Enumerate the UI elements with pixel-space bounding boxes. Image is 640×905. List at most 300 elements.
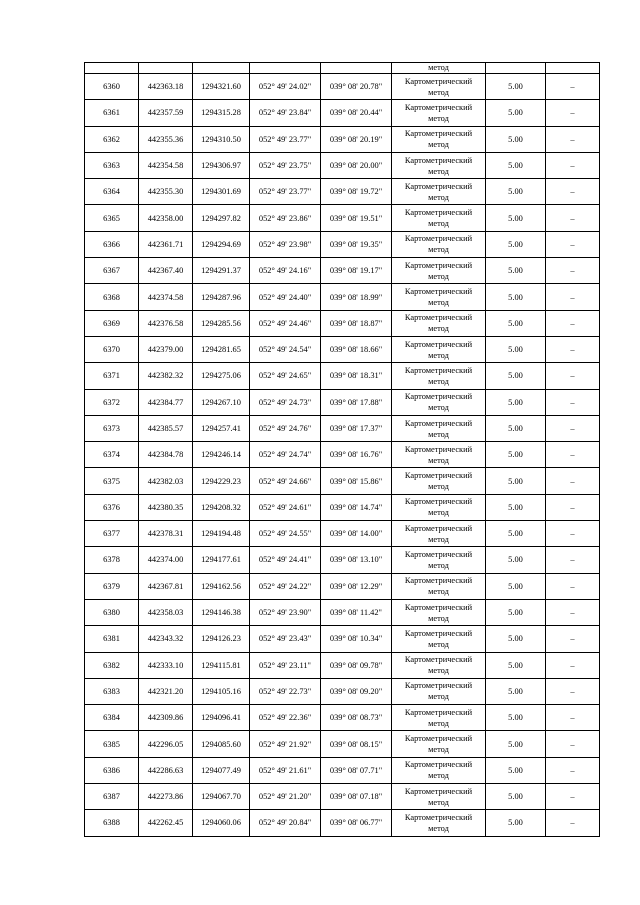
y-coordinate-cell: 1294077.49 bbox=[193, 757, 250, 783]
longitude-cell: 039° 08' 17.37" bbox=[321, 415, 392, 441]
point-number-cell: 6380 bbox=[85, 599, 139, 625]
longitude-cell: 039° 08' 12.29" bbox=[321, 573, 392, 599]
method-cell bbox=[392, 205, 486, 231]
method-line-1: Картометрический bbox=[404, 208, 473, 218]
latitude-cell: 052° 49' 23.98" bbox=[250, 231, 321, 257]
y-coordinate-cell: 1294297.82 bbox=[193, 205, 250, 231]
table-cell bbox=[546, 63, 600, 74]
x-coordinate-cell: 442262.45 bbox=[139, 810, 193, 836]
method-cell bbox=[392, 363, 486, 389]
method-line-1: Картометрический bbox=[404, 734, 473, 744]
method-line-1: Картометрический bbox=[404, 76, 473, 86]
longitude-cell: 039° 08' 13.10" bbox=[321, 547, 392, 573]
coordinates-table-body bbox=[85, 63, 600, 837]
table-row bbox=[85, 74, 600, 100]
method-line-1: Картометрический bbox=[404, 260, 473, 270]
method-cell bbox=[392, 599, 486, 625]
latitude-cell: 052° 49' 23.43" bbox=[250, 626, 321, 652]
point-number-cell: 6376 bbox=[85, 494, 139, 520]
method-cell bbox=[392, 415, 486, 441]
coordinates-table bbox=[84, 62, 600, 837]
description-cell: – bbox=[546, 547, 600, 573]
method-line-1: Картометрический bbox=[404, 129, 473, 139]
x-coordinate-cell: 442333.10 bbox=[139, 652, 193, 678]
y-coordinate-cell: 1294285.56 bbox=[193, 310, 250, 336]
method-line-1: Картометрический bbox=[404, 102, 473, 112]
accuracy-cell: 5.00 bbox=[486, 100, 546, 126]
longitude-cell: 039° 08' 10.34" bbox=[321, 626, 392, 652]
table-row bbox=[85, 468, 600, 494]
method-line-1: Картометрический bbox=[404, 234, 473, 244]
y-coordinate-cell: 1294126.23 bbox=[193, 626, 250, 652]
longitude-cell: 039° 08' 18.66" bbox=[321, 336, 392, 362]
table-row bbox=[85, 231, 600, 257]
table-row bbox=[85, 284, 600, 310]
accuracy-cell: 5.00 bbox=[486, 731, 546, 757]
y-coordinate-cell: 1294067.70 bbox=[193, 784, 250, 810]
point-number-cell: 6360 bbox=[85, 74, 139, 100]
latitude-cell: 052° 49' 23.11" bbox=[250, 652, 321, 678]
point-number-cell: 6367 bbox=[85, 258, 139, 284]
method-cell bbox=[392, 731, 486, 757]
table-row bbox=[85, 179, 600, 205]
method-cell-tail: метод bbox=[392, 63, 486, 74]
method-line-2: метод bbox=[428, 140, 449, 150]
x-coordinate-cell: 442358.03 bbox=[139, 599, 193, 625]
latitude-cell: 052° 49' 24.61" bbox=[250, 494, 321, 520]
point-number-cell: 6372 bbox=[85, 389, 139, 415]
method-line-2: метод bbox=[428, 166, 449, 176]
point-number-cell: 6363 bbox=[85, 152, 139, 178]
method-cell bbox=[392, 179, 486, 205]
method-line-1: Картометрический bbox=[404, 181, 473, 191]
longitude-cell: 039° 08' 17.88" bbox=[321, 389, 392, 415]
point-number-cell: 6374 bbox=[85, 442, 139, 468]
method-line-1: Картометрический bbox=[404, 418, 473, 428]
method-line-1: Картометрический bbox=[404, 602, 473, 612]
description-cell: – bbox=[546, 678, 600, 704]
longitude-cell: 039° 08' 11.42" bbox=[321, 599, 392, 625]
latitude-cell: 052° 49' 24.16" bbox=[250, 258, 321, 284]
method-cell bbox=[392, 442, 486, 468]
accuracy-cell: 5.00 bbox=[486, 152, 546, 178]
y-coordinate-cell: 1294229.23 bbox=[193, 468, 250, 494]
method-line-2: метод bbox=[428, 455, 449, 465]
description-cell: – bbox=[546, 336, 600, 362]
point-number-cell: 6364 bbox=[85, 179, 139, 205]
y-coordinate-cell: 1294275.06 bbox=[193, 363, 250, 389]
method-line-2: метод bbox=[428, 429, 449, 439]
method-cell bbox=[392, 284, 486, 310]
point-number-cell: 6381 bbox=[85, 626, 139, 652]
accuracy-cell: 5.00 bbox=[486, 757, 546, 783]
x-coordinate-cell: 442355.30 bbox=[139, 179, 193, 205]
point-number-cell: 6362 bbox=[85, 126, 139, 152]
x-coordinate-cell: 442363.18 bbox=[139, 74, 193, 100]
y-coordinate-cell: 1294306.97 bbox=[193, 152, 250, 178]
accuracy-cell: 5.00 bbox=[486, 626, 546, 652]
x-coordinate-cell: 442382.03 bbox=[139, 468, 193, 494]
table-cell bbox=[139, 63, 193, 74]
method-cell bbox=[392, 757, 486, 783]
table-row bbox=[85, 810, 600, 836]
table-row bbox=[85, 599, 600, 625]
method-line-1: Картометрический bbox=[404, 365, 473, 375]
accuracy-cell: 5.00 bbox=[486, 284, 546, 310]
description-cell: – bbox=[546, 389, 600, 415]
y-coordinate-cell: 1294281.65 bbox=[193, 336, 250, 362]
x-coordinate-cell: 442385.57 bbox=[139, 415, 193, 441]
accuracy-cell: 5.00 bbox=[486, 126, 546, 152]
longitude-cell: 039° 08' 14.74" bbox=[321, 494, 392, 520]
method-line-1: Картометрический bbox=[404, 287, 473, 297]
point-number-cell: 6368 bbox=[85, 284, 139, 310]
point-number-cell: 6384 bbox=[85, 705, 139, 731]
method-cell bbox=[392, 100, 486, 126]
description-cell: – bbox=[546, 521, 600, 547]
method-line-2: метод bbox=[428, 823, 449, 833]
y-coordinate-cell: 1294096.41 bbox=[193, 705, 250, 731]
method-line-1: Картометрический bbox=[404, 576, 473, 586]
table-row bbox=[85, 731, 600, 757]
method-cell bbox=[392, 547, 486, 573]
method-line-2: метод bbox=[428, 797, 449, 807]
y-coordinate-cell: 1294105.16 bbox=[193, 678, 250, 704]
point-number-cell: 6361 bbox=[85, 100, 139, 126]
description-cell: – bbox=[546, 757, 600, 783]
table-row bbox=[85, 205, 600, 231]
latitude-cell: 052° 49' 23.77" bbox=[250, 179, 321, 205]
accuracy-cell: 5.00 bbox=[486, 599, 546, 625]
point-number-cell: 6385 bbox=[85, 731, 139, 757]
longitude-cell: 039° 08' 07.71" bbox=[321, 757, 392, 783]
latitude-cell: 052° 49' 20.84" bbox=[250, 810, 321, 836]
method-cell bbox=[392, 152, 486, 178]
y-coordinate-cell: 1294194.48 bbox=[193, 521, 250, 547]
y-coordinate-cell: 1294294.69 bbox=[193, 231, 250, 257]
accuracy-cell: 5.00 bbox=[486, 547, 546, 573]
y-coordinate-cell: 1294315.28 bbox=[193, 100, 250, 126]
accuracy-cell: 5.00 bbox=[486, 442, 546, 468]
description-cell: – bbox=[546, 626, 600, 652]
method-line-1: Картометрический bbox=[404, 313, 473, 323]
x-coordinate-cell: 442367.81 bbox=[139, 573, 193, 599]
x-coordinate-cell: 442376.58 bbox=[139, 310, 193, 336]
x-coordinate-cell: 442286.63 bbox=[139, 757, 193, 783]
method-line-2: метод bbox=[428, 508, 449, 518]
point-number-cell: 6371 bbox=[85, 363, 139, 389]
accuracy-cell: 5.00 bbox=[486, 652, 546, 678]
method-line-2: метод bbox=[428, 666, 449, 676]
table-row bbox=[85, 258, 600, 284]
method-cell bbox=[392, 678, 486, 704]
x-coordinate-cell: 442321.20 bbox=[139, 678, 193, 704]
description-cell: – bbox=[546, 784, 600, 810]
longitude-cell: 039° 08' 08.15" bbox=[321, 731, 392, 757]
point-number-cell: 6387 bbox=[85, 784, 139, 810]
method-line-2: метод bbox=[428, 639, 449, 649]
table-cell bbox=[321, 63, 392, 74]
point-number-cell: 6366 bbox=[85, 231, 139, 257]
y-coordinate-cell: 1294162.56 bbox=[193, 573, 250, 599]
x-coordinate-cell: 442273.86 bbox=[139, 784, 193, 810]
longitude-cell: 039° 08' 08.73" bbox=[321, 705, 392, 731]
method-line-1: Картометрический bbox=[404, 707, 473, 717]
method-cell bbox=[392, 231, 486, 257]
y-coordinate-cell: 1294287.96 bbox=[193, 284, 250, 310]
method-line-2: метод bbox=[428, 718, 449, 728]
longitude-cell: 039° 08' 19.51" bbox=[321, 205, 392, 231]
table-row bbox=[85, 126, 600, 152]
method-line-1: Картометрический bbox=[404, 471, 473, 481]
table-row bbox=[85, 336, 600, 362]
table-row bbox=[85, 626, 600, 652]
description-cell: – bbox=[546, 573, 600, 599]
method-cell bbox=[392, 573, 486, 599]
method-line-2: метод bbox=[428, 560, 449, 570]
description-cell: – bbox=[546, 810, 600, 836]
longitude-cell: 039° 08' 20.19" bbox=[321, 126, 392, 152]
method-line-2: метод bbox=[428, 298, 449, 308]
point-number-cell: 6379 bbox=[85, 573, 139, 599]
latitude-cell: 052° 49' 24.54" bbox=[250, 336, 321, 362]
table-cell bbox=[85, 63, 139, 74]
method-cell bbox=[392, 389, 486, 415]
longitude-cell: 039° 08' 16.76" bbox=[321, 442, 392, 468]
method-line-1: Картометрический bbox=[404, 655, 473, 665]
table-row bbox=[85, 442, 600, 468]
description-cell: – bbox=[546, 442, 600, 468]
point-number-cell: 6378 bbox=[85, 547, 139, 573]
latitude-cell: 052° 49' 23.75" bbox=[250, 152, 321, 178]
description-cell: – bbox=[546, 152, 600, 178]
y-coordinate-cell: 1294246.14 bbox=[193, 442, 250, 468]
method-cell bbox=[392, 74, 486, 100]
accuracy-cell: 5.00 bbox=[486, 705, 546, 731]
y-coordinate-cell: 1294321.60 bbox=[193, 74, 250, 100]
x-coordinate-cell: 442309.86 bbox=[139, 705, 193, 731]
x-coordinate-cell: 442367.40 bbox=[139, 258, 193, 284]
x-coordinate-cell: 442357.59 bbox=[139, 100, 193, 126]
longitude-cell: 039° 08' 14.00" bbox=[321, 521, 392, 547]
method-line-1: Картометрический bbox=[404, 339, 473, 349]
method-cell bbox=[392, 310, 486, 336]
method-line-1: Картометрический bbox=[404, 812, 473, 822]
y-coordinate-cell: 1294060.06 bbox=[193, 810, 250, 836]
description-cell: – bbox=[546, 705, 600, 731]
method-line-1: Картометрический bbox=[404, 444, 473, 454]
accuracy-cell: 5.00 bbox=[486, 389, 546, 415]
longitude-cell: 039° 08' 09.78" bbox=[321, 652, 392, 678]
point-number-cell: 6375 bbox=[85, 468, 139, 494]
x-coordinate-cell: 442361.71 bbox=[139, 231, 193, 257]
method-line-1: Картометрический bbox=[404, 155, 473, 165]
description-cell: – bbox=[546, 179, 600, 205]
table-cell bbox=[250, 63, 321, 74]
latitude-cell: 052° 49' 21.20" bbox=[250, 784, 321, 810]
y-coordinate-cell: 1294115.81 bbox=[193, 652, 250, 678]
method-cell bbox=[392, 126, 486, 152]
description-cell: – bbox=[546, 599, 600, 625]
point-number-cell: 6373 bbox=[85, 415, 139, 441]
x-coordinate-cell: 442378.31 bbox=[139, 521, 193, 547]
x-coordinate-cell: 442374.00 bbox=[139, 547, 193, 573]
latitude-cell: 052° 49' 22.36" bbox=[250, 705, 321, 731]
description-cell: – bbox=[546, 652, 600, 678]
latitude-cell: 052° 49' 23.90" bbox=[250, 599, 321, 625]
description-cell: – bbox=[546, 126, 600, 152]
description-cell: – bbox=[546, 258, 600, 284]
method-line-1: Картометрический bbox=[404, 786, 473, 796]
method-line-2: метод bbox=[428, 113, 449, 123]
method-cell bbox=[392, 336, 486, 362]
description-cell: – bbox=[546, 468, 600, 494]
accuracy-cell: 5.00 bbox=[486, 810, 546, 836]
table-row-continued bbox=[85, 63, 600, 74]
description-cell: – bbox=[546, 494, 600, 520]
method-line-1: Картометрический bbox=[404, 628, 473, 638]
description-cell: – bbox=[546, 284, 600, 310]
x-coordinate-cell: 442343.32 bbox=[139, 626, 193, 652]
accuracy-cell: 5.00 bbox=[486, 258, 546, 284]
x-coordinate-cell: 442358.00 bbox=[139, 205, 193, 231]
method-cell bbox=[392, 521, 486, 547]
method-line-2: метод bbox=[428, 350, 449, 360]
description-cell: – bbox=[546, 100, 600, 126]
x-coordinate-cell: 442374.58 bbox=[139, 284, 193, 310]
y-coordinate-cell: 1294177.61 bbox=[193, 547, 250, 573]
table-row bbox=[85, 784, 600, 810]
description-cell: – bbox=[546, 205, 600, 231]
description-cell: – bbox=[546, 731, 600, 757]
method-cell bbox=[392, 810, 486, 836]
x-coordinate-cell: 442379.00 bbox=[139, 336, 193, 362]
table-row bbox=[85, 652, 600, 678]
table-row bbox=[85, 573, 600, 599]
point-number-cell: 6369 bbox=[85, 310, 139, 336]
latitude-cell: 052° 49' 24.74" bbox=[250, 442, 321, 468]
table-cell bbox=[193, 63, 250, 74]
method-cell bbox=[392, 626, 486, 652]
point-number-cell: 6365 bbox=[85, 205, 139, 231]
latitude-cell: 052° 49' 22.73" bbox=[250, 678, 321, 704]
latitude-cell: 052° 49' 24.41" bbox=[250, 547, 321, 573]
description-cell: – bbox=[546, 74, 600, 100]
table-row bbox=[85, 310, 600, 336]
method-line-1: Картометрический bbox=[404, 497, 473, 507]
point-number-cell: 6382 bbox=[85, 652, 139, 678]
longitude-cell: 039° 08' 20.78" bbox=[321, 74, 392, 100]
method-line-1: Картометрический bbox=[404, 523, 473, 533]
method-line-2: метод bbox=[428, 482, 449, 492]
latitude-cell: 052° 49' 24.02" bbox=[250, 74, 321, 100]
method-line-2: метод bbox=[428, 271, 449, 281]
table-row bbox=[85, 757, 600, 783]
table-row bbox=[85, 389, 600, 415]
x-coordinate-cell: 442296.05 bbox=[139, 731, 193, 757]
x-coordinate-cell: 442382.32 bbox=[139, 363, 193, 389]
x-coordinate-cell: 442384.78 bbox=[139, 442, 193, 468]
longitude-cell: 039° 08' 19.72" bbox=[321, 179, 392, 205]
table-row bbox=[85, 678, 600, 704]
method-cell bbox=[392, 258, 486, 284]
description-cell: – bbox=[546, 231, 600, 257]
x-coordinate-cell: 442380.35 bbox=[139, 494, 193, 520]
point-number-cell: 6377 bbox=[85, 521, 139, 547]
latitude-cell: 052° 49' 21.92" bbox=[250, 731, 321, 757]
longitude-cell: 039° 08' 19.35" bbox=[321, 231, 392, 257]
table-row bbox=[85, 100, 600, 126]
point-number-cell: 6388 bbox=[85, 810, 139, 836]
method-cell bbox=[392, 784, 486, 810]
accuracy-cell: 5.00 bbox=[486, 415, 546, 441]
longitude-cell: 039° 08' 18.31" bbox=[321, 363, 392, 389]
accuracy-cell: 5.00 bbox=[486, 494, 546, 520]
method-line-2: метод bbox=[428, 245, 449, 255]
method-line-2: метод bbox=[428, 745, 449, 755]
accuracy-cell: 5.00 bbox=[486, 179, 546, 205]
table-row bbox=[85, 363, 600, 389]
method-line-2: метод bbox=[428, 87, 449, 97]
table-cell bbox=[486, 63, 546, 74]
latitude-cell: 052° 49' 24.76" bbox=[250, 415, 321, 441]
method-cell bbox=[392, 468, 486, 494]
method-line-2: метод bbox=[428, 192, 449, 202]
accuracy-cell: 5.00 bbox=[486, 336, 546, 362]
point-number-cell: 6370 bbox=[85, 336, 139, 362]
table-row bbox=[85, 547, 600, 573]
table-row bbox=[85, 521, 600, 547]
method-line-2: метод bbox=[428, 613, 449, 623]
latitude-cell: 052° 49' 24.66" bbox=[250, 468, 321, 494]
method-line-1: Картометрический bbox=[404, 760, 473, 770]
longitude-cell: 039° 08' 18.99" bbox=[321, 284, 392, 310]
description-cell: – bbox=[546, 363, 600, 389]
method-line-1: Картометрический bbox=[404, 392, 473, 402]
y-coordinate-cell: 1294146.38 bbox=[193, 599, 250, 625]
latitude-cell: 052° 49' 24.46" bbox=[250, 310, 321, 336]
y-coordinate-cell: 1294301.69 bbox=[193, 179, 250, 205]
latitude-cell: 052° 49' 24.40" bbox=[250, 284, 321, 310]
longitude-cell: 039° 08' 19.17" bbox=[321, 258, 392, 284]
table-row bbox=[85, 152, 600, 178]
latitude-cell: 052° 49' 21.61" bbox=[250, 757, 321, 783]
table-row bbox=[85, 415, 600, 441]
table-row bbox=[85, 494, 600, 520]
accuracy-cell: 5.00 bbox=[486, 205, 546, 231]
y-coordinate-cell: 1294257.41 bbox=[193, 415, 250, 441]
latitude-cell: 052° 49' 24.55" bbox=[250, 521, 321, 547]
method-cell bbox=[392, 705, 486, 731]
longitude-cell: 039° 08' 18.87" bbox=[321, 310, 392, 336]
latitude-cell: 052° 49' 23.84" bbox=[250, 100, 321, 126]
method-cell bbox=[392, 494, 486, 520]
longitude-cell: 039° 08' 06.77" bbox=[321, 810, 392, 836]
method-line-2: метод bbox=[428, 692, 449, 702]
y-coordinate-cell: 1294085.60 bbox=[193, 731, 250, 757]
method-line-1: Картометрический bbox=[404, 681, 473, 691]
y-coordinate-cell: 1294208.32 bbox=[193, 494, 250, 520]
method-line-2: метод bbox=[428, 534, 449, 544]
accuracy-cell: 5.00 bbox=[486, 573, 546, 599]
accuracy-cell: 5.00 bbox=[486, 231, 546, 257]
longitude-cell: 039° 08' 20.44" bbox=[321, 100, 392, 126]
latitude-cell: 052° 49' 24.65" bbox=[250, 363, 321, 389]
method-line-2: метод bbox=[428, 403, 449, 413]
method-line-2: метод bbox=[428, 219, 449, 229]
accuracy-cell: 5.00 bbox=[486, 784, 546, 810]
longitude-cell: 039° 08' 09.20" bbox=[321, 678, 392, 704]
